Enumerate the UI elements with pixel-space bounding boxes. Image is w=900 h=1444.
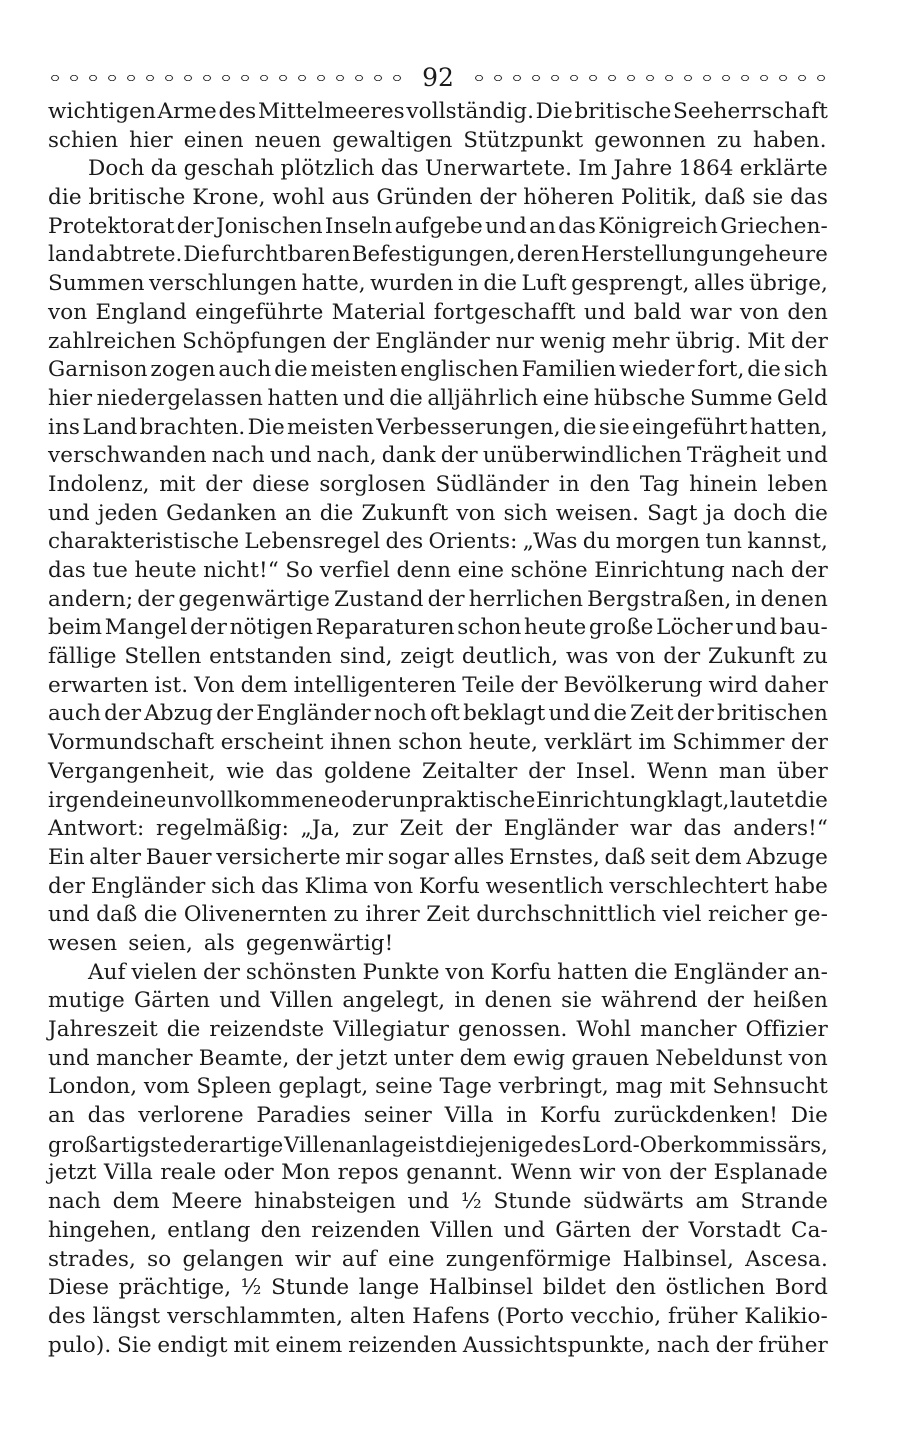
text-line: land abtrete. Die furchtbaren Befestigungen, deren Herstellung ungeheure [48,242,828,268]
left-ornament-border [48,71,404,85]
text-line: beim Mangel der nötigen Reparaturen schon heute große Löcher und bau- [48,615,828,641]
text-line: jetzt Villa reale oder Mon repos genannt. Wenn wir von der Esplanade [48,1160,828,1186]
text-line: wichtigen Arme des Mittelmeeres vollständig. Die britische Seeherrschaft [48,99,828,124]
text-line: großartigste derartige Villenanlage ist diejenige des Lord-Oberkommissärs, [48,1132,828,1157]
page-number: 92 [422,63,454,92]
text-line: Indolenz, mit der diese sorglosen Südländer in den Tag hinein leben [48,471,828,497]
text-line: auch der Abzug der Engländer noch oft beklagt und die Zeit der britischen [48,701,828,727]
text-line: der Engländer sich das Klima von Korfu wesentlich verschlechtert habe [48,873,828,899]
text-line: des längst verschlammten, alten Hafens (Porto vecchio, früher Kalikio- [48,1303,828,1329]
text-line: schien hier einen neuen gewaltigen Stützpunkt gewonnen zu haben. [48,127,827,153]
text-line: Ein alter Bauer versicherte mir sogar alles Ernstes, daß seit dem Abzuge [48,844,828,870]
text-line: und mancher Beamte, der jetzt unter dem ewig grauen Nebeldunst von [48,1045,828,1071]
text-line: Diese prächtige, ½ Stunde lange Halbinsel bildet den östlichen Bord [48,1275,828,1301]
book-page [48,58,828,1360]
text-line: nach dem Meere hinabsteigen und ½ Stunde südwärts am Strande [48,1189,828,1215]
text-line: wesen seien, als gegenwärtig! [48,930,394,956]
text-line: an das verlorene Paradies seiner Villa in Korfu zurückdenken! Die [48,1103,828,1129]
text-line: Garnison zogen auch die meisten englischen Familien wieder fort, die sich [48,357,828,383]
right-ornament-border [472,71,828,85]
text-line: fällige Stellen entstanden sind, zeigt deutlich, was von der Zukunft zu [48,644,828,670]
page-header [48,58,828,98]
text-line: ins Land brachten. Die meisten Verbesserungen, die sie eingeführt hatten, [48,414,828,440]
text-line: pulo). Sie endigt mit einem reizenden Aussichtspunkte, nach der früher [48,1332,828,1358]
text-line: London, vom Spleen geplagt, seine Tage verbringt, mag mit Sehnsucht [48,1074,828,1100]
text-line: die britische Krone, wohl aus Gründen der höheren Politik, daß sie das [48,185,828,211]
text-line: Auf vielen der schönsten Punkte von Korfu hatten die Engländer an- [88,959,828,985]
text-line: von England eingeführte Material fortgeschafft und bald war von den [48,299,828,325]
text-line: und daß die Olivenernten zu ihrer Zeit durchschnittlich viel reicher ge- [48,902,828,928]
body-text [48,98,828,1360]
text-line: Protektorat der Jonischen Inseln aufgebe und an das Königreich Griechen- [48,213,828,239]
text-line: Vergangenheit, wie das goldene Zeitalter der Insel. Wenn man über [48,758,828,784]
text-line: Vormundschaft erscheint ihnen schon heute, verklärt im Schimmer der [48,730,828,756]
text-line: Antwort: regelmäßig: „Ja, zur Zeit der Engländer war das anders!“ [48,816,828,842]
text-line: Jahreszeit die reizendste Villegiatur genossen. Wohl mancher Offizier [48,1017,828,1042]
text-line: charakteristische Lebensregel des Orients: „Was du morgen tun kannst, [48,529,828,555]
text-line: Summen verschlungen hatte, wurden in die Luft gesprengt, alles übrige, [48,271,828,297]
text-line: und jeden Gedanken an die Zukunft von sich weisen. Sagt ja doch die [48,500,828,526]
text-line: mutige Gärten und Villen angelegt, in denen sie während der heißen [48,988,828,1014]
text-line: zahlreichen Schöpfungen der Engländer nur wenig mehr übrig. Mit der [48,328,828,354]
text-line: das tue heute nicht!“ So verfiel denn eine schöne Einrichtung nach der [48,558,828,583]
text-line: hingehen, entlang den reizenden Villen und Gärten der Vorstadt Ca- [48,1217,828,1243]
text-line: verschwanden nach und nach, dank der unüberwindlichen Trägheit und [48,443,828,469]
text-line: erwarten ist. Von dem intelligenteren Teile der Bevölkerung wird daher [48,672,828,698]
text-line: Doch da geschah plötzlich das Unerwartete. Im Jahre 1864 erklärte [88,156,828,182]
text-line: hier niedergelassen hatten und die alljährlich eine hübsche Summe Geld [48,385,828,411]
text-line: andern; der gegenwärtige Zustand der herrlichen Bergstraßen, in denen [48,586,828,612]
text-line: irgendeine unvollkommene oder unpraktische Einrichtung klagt, lautet die [48,787,828,813]
text-line: strades, so gelangen wir auf eine zungenförmige Halbinsel, Ascesa. [48,1246,828,1272]
